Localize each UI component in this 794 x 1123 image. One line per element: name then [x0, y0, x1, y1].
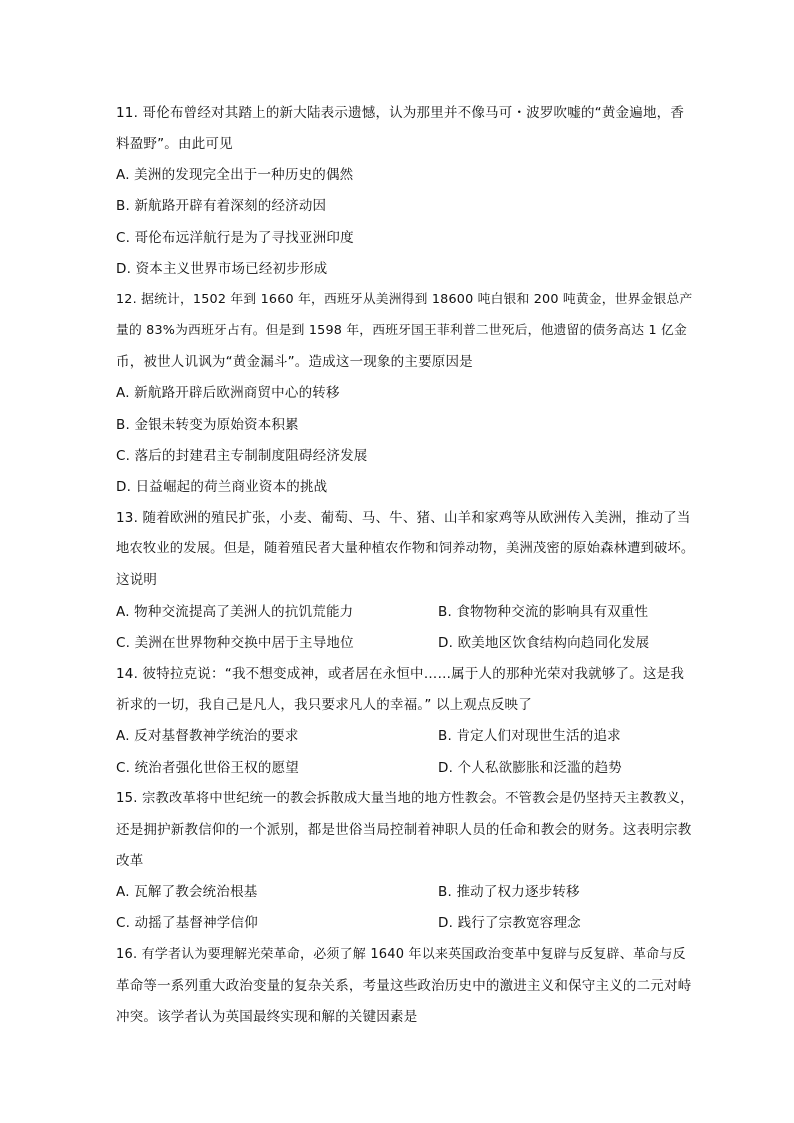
question-15-stem-line-3: 改革	[116, 853, 144, 869]
question-14-option-c: C. 统治者强化世俗王权的愿望	[116, 760, 300, 776]
question-12-option-c: C. 落后的封建君主专制制度阻碍经济发展	[116, 448, 368, 464]
question-11-option-c: C. 哥伦布远洋航行是为了寻找亚洲印度	[116, 230, 354, 246]
question-15-stem-line-1: 15. 宗教改革将中世纪统一的教会拆散成大量当地的地方性教会。不管教会是仍坚持天主教教义，	[116, 791, 694, 806]
question-13-stem-line-2: 地农牧业的发展。但是，随着殖民者大量种植农作物和饲养动物，美洲茂密的原始森林遭到破坏。	[116, 541, 695, 556]
question-14-stem-line-2: 祈求的一切，我自己是凡人，我只要求凡人的幸福。” 以上观点反映了	[116, 697, 532, 713]
question-16-stem-line-2: 革命等一系列重大政治变量的复杂关系，考量这些政治历史中的激进主义和保守主义的二元对峙	[116, 978, 692, 994]
question-16-stem-line-1: 16. 有学者认为要理解光荣革命，必须了解 1640 年以来英国政治变革中复辟与反复辟、革命与反	[116, 947, 686, 962]
question-12-option-a: A. 新航路开辟后欧洲商贸中心的转移	[116, 385, 340, 401]
question-14-option-d: D. 个人私欲膨胀和泛滥的趋势	[438, 760, 622, 776]
question-14-option-a: A. 反对基督教神学统治的要求	[116, 728, 299, 744]
question-13-stem-line-1: 13. 随着欧洲的殖民扩张，小麦、葡萄、马、牛、猪、山羊和家鸡等从欧洲传入美洲，推动了当	[116, 510, 691, 526]
question-11-option-d: D. 资本主义世界市场已经初步形成	[116, 261, 328, 277]
question-12-stem-line-1: 12. 据统计，1502 年到 1660 年，西班牙从美洲得到 18600 吨白银和 200 吨黄金，世界金银总产	[116, 292, 693, 307]
question-11-option-b: B. 新航路开辟有着深刻的经济动因	[116, 198, 327, 214]
question-13-option-d: D. 欧美地区饮食结构向趋同化发展	[438, 635, 650, 651]
question-15-option-d: D. 践行了宗教宽容理念	[438, 915, 581, 931]
question-11-option-a: A. 美洲的发现完全出于一种历史的偶然	[116, 167, 354, 183]
question-15-option-a: A. 瓦解了教会统治根基	[116, 884, 258, 900]
question-13-stem-line-3: 这说明	[116, 572, 158, 588]
question-11-stem-line-1: 11. 哥伦布曾经对其踏上的新大陆表示遗憾，认为那里并不像马可・波罗吹嘘的“黄金遍地，香	[116, 105, 685, 121]
question-13-option-c: C. 美洲在世界物种交换中居于主导地位	[116, 635, 354, 651]
question-15-option-c: C. 动摇了基督神学信仰	[116, 915, 258, 931]
question-15-stem-line-2: 还是拥护新教信仰的一个派别，都是世俗当局控制着神职人员的任命和教会的财务。这表明宗教	[116, 822, 692, 838]
question-16-stem-line-3: 冲突。该学者认为英国最终实现和解的关键因素是	[116, 1009, 418, 1025]
question-13-option-a: A. 物种交流提高了美洲人的抗饥荒能力	[116, 604, 354, 620]
question-14-stem-line-1: 14. 彼特拉克说：“我不想变成神，或者居在永恒中……属于人的那种光荣对我就够了。这是我	[116, 666, 685, 682]
question-12-option-b: B. 金银未转变为原始资本积累	[116, 417, 299, 433]
question-13-option-b: B. 食物物种交流的影响具有双重性	[438, 604, 649, 620]
question-12-stem-line-2: 量的 83%为西班牙占有。但是到 1598 年，西班牙国王菲利普二世死后，他遗留的债务高达 1 亿金	[116, 323, 687, 338]
question-14-option-b: B. 肯定人们对现世生活的追求	[438, 728, 621, 744]
question-11-stem-line-2: 料盈野”。由此可见	[116, 136, 233, 152]
question-15-option-b: B. 推动了权力逐步转移	[438, 884, 580, 900]
question-12-stem-line-3: 币，被世人讥讽为“黄金漏斗”。造成这一现象的主要原因是	[116, 354, 473, 370]
question-12-option-d: D. 日益崛起的荷兰商业资本的挑战	[116, 479, 328, 495]
